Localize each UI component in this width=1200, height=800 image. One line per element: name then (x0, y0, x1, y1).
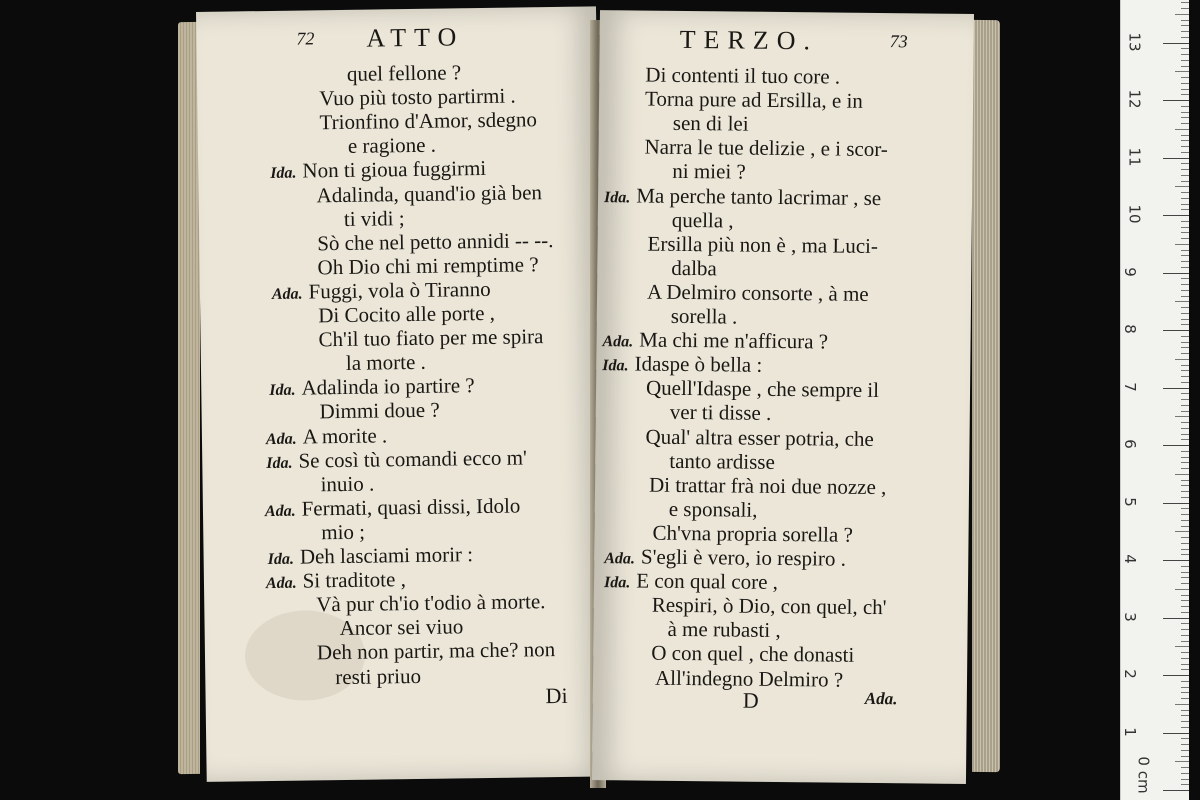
ruler-tick (1181, 658, 1189, 659)
ruler-label: 11 (1125, 146, 1144, 167)
ruler-tick (1181, 181, 1189, 182)
verse-text: Quell'Idaspe , che sempre il (645, 375, 880, 403)
ruler-tick (1175, 129, 1189, 130)
ruler-tick (1181, 290, 1189, 291)
ruler-tick (1181, 83, 1189, 84)
ruler-tick (1181, 687, 1189, 688)
ruler-tick (1181, 669, 1189, 670)
ruler-tick (1181, 434, 1189, 435)
verse-text: sen di lei (672, 111, 749, 136)
verse-text: O con quel , che donasti (651, 641, 855, 668)
verse-text: ver ti disse . (669, 400, 772, 426)
ruler-tick (1175, 71, 1189, 72)
ruler-tick (1181, 221, 1189, 222)
ruler-tick (1175, 359, 1189, 360)
ruler-tick (1175, 704, 1189, 705)
ruler-tick (1181, 37, 1189, 38)
ruler-tick (1181, 296, 1189, 297)
ruler-tick (1175, 761, 1189, 762)
ruler-tick (1163, 445, 1189, 446)
ruler-tick (1181, 566, 1189, 567)
speaker-label: Ada. (271, 285, 303, 303)
text-line (669, 448, 775, 473)
ruler-tick (1181, 629, 1189, 630)
verse-text: Ma chi me n'afficura ? (639, 327, 829, 354)
text-line (645, 424, 874, 450)
text-line (347, 60, 462, 86)
speaker-label: Ida. (269, 381, 296, 400)
ruler-tick (1181, 48, 1189, 49)
ruler-tick (1181, 422, 1189, 423)
ruler-tick (1175, 474, 1189, 475)
ruler-tick (1181, 411, 1189, 412)
verse-text: Và pur ch'io t'odio à morte. (316, 589, 546, 617)
ruler-tick (1181, 606, 1189, 607)
ruler-label: 8 (1120, 324, 1139, 334)
verse-text: Ancor sei viuo (339, 614, 464, 641)
speaker-label: Ida. (267, 550, 295, 569)
text-line (645, 87, 863, 113)
ruler-tick (1181, 710, 1189, 711)
ruler-label: 9 (1120, 266, 1139, 277)
ruler-tick (1181, 77, 1189, 78)
ruler-tick (1181, 727, 1189, 728)
ruler-tick (1181, 451, 1189, 452)
ruler-tick (1181, 365, 1189, 366)
ruler-tick (1181, 681, 1189, 682)
ruler-tick (1181, 192, 1189, 193)
ruler-tick (1181, 480, 1189, 481)
ruler-tick (1181, 319, 1189, 320)
ruler-tick (1181, 146, 1189, 147)
verse-text: Dimmi doue ? (319, 398, 440, 424)
ruler-tick (1181, 641, 1189, 642)
ruler-tick (1181, 635, 1189, 636)
ruler-tick (1181, 382, 1189, 383)
ruler-tick (1181, 31, 1189, 32)
ruler-tick (1181, 163, 1189, 164)
text-line (320, 471, 374, 496)
ruler-tick (1181, 779, 1189, 780)
ruler-tick (1181, 773, 1189, 774)
ruler-tick (1163, 618, 1189, 619)
ruler-tick (1163, 560, 1189, 561)
speaker-label: Ada. (604, 550, 636, 568)
verse-text: Ersilla più non è , ma Luci- (647, 231, 879, 258)
ruler-tick (1163, 503, 1189, 504)
ruler-tick (1175, 646, 1189, 647)
ruler-tick (1181, 600, 1189, 601)
text-line (319, 398, 439, 424)
ruler-tick (1181, 20, 1189, 21)
left-page (196, 6, 607, 782)
text-line (321, 520, 365, 545)
ruler-tick (1175, 416, 1189, 417)
ruler-tick (1181, 175, 1189, 176)
text-line (316, 589, 546, 616)
ruler-tick (1163, 675, 1189, 676)
text-line (319, 107, 537, 134)
verse-text: Di contenti il tuo core . (645, 62, 841, 89)
text-line (672, 159, 746, 184)
page-edges-left (178, 22, 200, 774)
text-line (339, 615, 463, 641)
text-line (335, 663, 421, 688)
ruler-tick (1181, 572, 1189, 573)
ruler-label: 6 (1120, 439, 1139, 449)
ruler-tick (1181, 485, 1189, 486)
text-line (346, 350, 426, 375)
ruler-tick (1181, 169, 1189, 170)
verse-text: la morte . (345, 350, 426, 376)
ruler-tick (1181, 250, 1189, 251)
ruler-tick (1181, 232, 1189, 233)
ruler-tick (1181, 497, 1189, 498)
ruler-tick (1181, 457, 1189, 458)
text-line (670, 400, 772, 425)
ruler-tick (1163, 158, 1189, 159)
verse-text: ni miei ? (672, 159, 746, 185)
ruler-tick (1181, 198, 1189, 199)
ruler-tick (1181, 767, 1189, 768)
verse-text: quella , (671, 207, 734, 233)
ruler-label: 7 (1120, 381, 1139, 392)
speaker-label: Ida. (602, 357, 629, 375)
ruler-label: 4 (1120, 554, 1139, 564)
ruler-tick (1181, 135, 1189, 136)
ruler-tick (1181, 721, 1189, 722)
ruler-tick (1181, 152, 1189, 153)
ruler-tick (1181, 353, 1189, 354)
verse-text: All'indegno Delmiro ? (654, 665, 844, 692)
text-line (319, 84, 516, 111)
ruler-label: 10 (1125, 204, 1144, 224)
speaker-label: Ada. (265, 430, 297, 448)
verse-text: inuio . (320, 471, 375, 496)
ruler-tick (1181, 612, 1189, 613)
verse-text: S'egli è vero, io respiro . (640, 544, 847, 571)
ruler-tick (1181, 313, 1189, 314)
ruler-tick (1181, 324, 1189, 325)
text-line (344, 206, 405, 231)
right-signature: D (742, 687, 759, 713)
ruler-label: 13 (1125, 31, 1144, 52)
ruler-tick (1175, 301, 1189, 302)
ruler-tick (1181, 106, 1189, 107)
verse-text: Deh lasciami morir : (299, 542, 474, 569)
ruler-tick (1181, 508, 1189, 509)
ruler-tick (1181, 25, 1189, 26)
verse-text: resti priuo (335, 663, 422, 689)
ruler-tick (1181, 715, 1189, 716)
ruler-tick (1181, 284, 1189, 285)
ruler-tick (1181, 66, 1189, 67)
speaker-label: Ada. (265, 574, 297, 593)
text-line (646, 376, 879, 402)
ruler-tick (1181, 577, 1189, 578)
text-line (672, 207, 734, 232)
verse-text: quel fellone ? (346, 60, 462, 86)
ruler-tick (1181, 2, 1189, 3)
verse-text: Ma perche tanto lacrimar , se (636, 182, 882, 210)
ruler-tick (1181, 462, 1189, 463)
page-edges-right (972, 20, 1000, 772)
speaker-label: Ida. (603, 574, 631, 592)
ruler-tick (1181, 267, 1189, 268)
speaker-label: Ida. (266, 454, 293, 472)
text-line (649, 472, 887, 498)
ruler-label: 12 (1125, 89, 1144, 109)
text-line (669, 497, 758, 522)
ruler-tick (1181, 209, 1189, 210)
verse-text: Ch'il tuo fiato per me spira (318, 324, 544, 352)
verse-text: tanto ardisse (669, 448, 775, 474)
verse-text: Non ti gioua fuggirmi (302, 156, 487, 183)
speaker-label: Ada. (602, 333, 634, 351)
ruler-tick (1181, 140, 1189, 141)
ruler-tick (1175, 244, 1189, 245)
ruler-tick (1181, 468, 1189, 469)
verse-text: e ragione . (347, 132, 437, 159)
verse-text: A morite . (302, 422, 388, 449)
verse-text: Idaspe ò bella : (634, 351, 763, 377)
text-line (317, 637, 556, 664)
ruler-tick (1181, 278, 1189, 279)
verse-text: Trionfino d'Amor, sdegno (319, 107, 538, 135)
verse-text: Adalinda, quand'io già ben (316, 179, 543, 207)
ruler-tick (1181, 439, 1189, 440)
verse-text: Qual' altra esser potria, che (645, 424, 874, 451)
text-line (673, 111, 749, 136)
verse-text: Narra le tue delizie , e i scor- (644, 134, 888, 162)
verse-text: Se così tù comandi ecco m' (298, 445, 527, 473)
ruler-tick (1181, 526, 1189, 527)
ruler-tick (1181, 698, 1189, 699)
ruler-tick (1181, 554, 1189, 555)
ruler-tick (1181, 123, 1189, 124)
verse-text: Fermati, quasi dissi, Idolo (301, 493, 521, 521)
left-folio: 72 (296, 28, 315, 49)
ruler-tick (1181, 750, 1189, 751)
ruler-tick (1181, 117, 1189, 118)
ruler-tick (1181, 491, 1189, 492)
right-folio: 73 (889, 31, 908, 52)
verse-text: Vuo più tosto partirmi . (319, 83, 516, 111)
verse-text: Ch'vna propria sorella ? (652, 520, 853, 547)
ruler-tick (1163, 100, 1189, 101)
text-line (317, 228, 553, 255)
right-catchword: Ada. (864, 688, 898, 709)
speaker-label: Ada. (264, 502, 296, 520)
text-line (667, 617, 780, 642)
ruler-tick (1181, 756, 1189, 757)
ruler-tick (1163, 273, 1189, 274)
ruler-tick (1163, 215, 1189, 216)
ruler-tick (1181, 623, 1189, 624)
ruler-tick (1163, 388, 1189, 389)
verse-text: mio ; (321, 519, 366, 545)
ruler-tick (1181, 376, 1189, 377)
text-line (317, 252, 538, 279)
text-line (647, 231, 878, 257)
ruler-tick (1181, 342, 1189, 343)
ruler-label: 0 cm (1134, 756, 1153, 794)
text-line (266, 445, 527, 476)
ruler-label: 2 (1120, 669, 1139, 679)
text-line (318, 324, 543, 351)
text-line (604, 183, 881, 213)
ruler-tick (1181, 595, 1189, 596)
speaker-label: Ida. (603, 188, 631, 206)
text-line (644, 135, 888, 162)
ruler-tick (1181, 514, 1189, 515)
text-line (318, 301, 495, 327)
ruler-tick (1181, 370, 1189, 371)
text-line (645, 63, 840, 89)
text-line (651, 641, 854, 667)
text-line (652, 593, 887, 619)
ruler-tick (1181, 583, 1189, 584)
ruler-tick (1163, 790, 1189, 791)
ruler-tick (1175, 589, 1189, 590)
text-line (647, 279, 869, 305)
speaker-label: Ida. (270, 165, 297, 183)
verse-text: Di trattar frà noi due nozze , (648, 472, 887, 499)
ruler-tick (1181, 89, 1189, 90)
ruler-label: 3 (1120, 611, 1139, 622)
text-line (265, 493, 521, 524)
verse-text: ti vidi ; (343, 205, 405, 231)
ruler-tick (1163, 330, 1189, 331)
scale-ruler (1120, 0, 1189, 800)
text-line (348, 133, 436, 158)
ruler-tick (1181, 336, 1189, 337)
ruler-tick (1181, 393, 1189, 394)
ruler-tick (1163, 733, 1189, 734)
right-running-head: TERZO. (679, 24, 819, 56)
left-running-head: ATTO (366, 22, 465, 53)
verse-text: Deh non partir, ma che? non (316, 637, 556, 665)
ruler-label: 1 (1120, 726, 1139, 737)
text-line (671, 256, 717, 280)
ruler-tick (1175, 531, 1189, 532)
ruler-tick (1181, 94, 1189, 95)
verse-text: e sponsali, (668, 496, 758, 522)
ruler-tick (1181, 543, 1189, 544)
ruler-label: 5 (1120, 496, 1139, 507)
verse-text: A Delmiro consorte , à me (646, 279, 869, 306)
verse-text: Fuggi, vola ò Tiranno (308, 276, 491, 304)
verse-text: à me rubasti , (667, 617, 781, 643)
ruler-tick (1181, 204, 1189, 205)
ruler-tick (1181, 307, 1189, 308)
ruler-tick (1181, 399, 1189, 400)
text-line (671, 304, 738, 329)
ruler-tick (1181, 784, 1189, 785)
ruler-tick (1181, 261, 1189, 262)
ruler-tick (1181, 405, 1189, 406)
ruler-tick (1181, 692, 1189, 693)
verse-text: sorella . (670, 303, 738, 329)
verse-text: Torna pure ad Ersilla, e in (644, 86, 864, 113)
verse-text: Di Cocito alle porte , (318, 300, 496, 328)
ruler-tick (1181, 238, 1189, 239)
ruler-tick (1175, 14, 1189, 15)
verse-text: Si traditote , (302, 567, 407, 593)
text-line (316, 180, 542, 207)
verse-text: E con qual core , (636, 568, 779, 595)
ruler-tick (1181, 347, 1189, 348)
verse-text: Adalinda io partire ? (301, 373, 475, 400)
ruler-tick (1181, 652, 1189, 653)
ruler-tick (1175, 186, 1189, 187)
ruler-tick (1181, 549, 1189, 550)
left-catchword: Di (545, 682, 568, 709)
ruler-tick (1181, 537, 1189, 538)
ruler-tick (1181, 60, 1189, 61)
ruler-tick (1181, 255, 1189, 256)
verse-text: Sò che nel petto annidi -- --. (317, 227, 554, 256)
text-line (652, 521, 853, 547)
ruler-tick (1163, 43, 1189, 44)
ruler-tick (1181, 744, 1189, 745)
ruler-tick (1181, 54, 1189, 55)
verse-text: Respiri, ò Dio, con quel, ch' (651, 592, 887, 620)
ruler-tick (1181, 520, 1189, 521)
ruler-tick (1181, 112, 1189, 113)
ruler-tick (1181, 227, 1189, 228)
ruler-tick (1181, 428, 1189, 429)
ruler-tick (1181, 664, 1189, 665)
ruler-tick (1181, 738, 1189, 739)
verse-text: dalba (671, 255, 717, 281)
ruler-tick (1181, 8, 1189, 9)
right-page (592, 10, 974, 784)
verse-text: Oh Dio chi mi remptime ? (317, 252, 539, 280)
